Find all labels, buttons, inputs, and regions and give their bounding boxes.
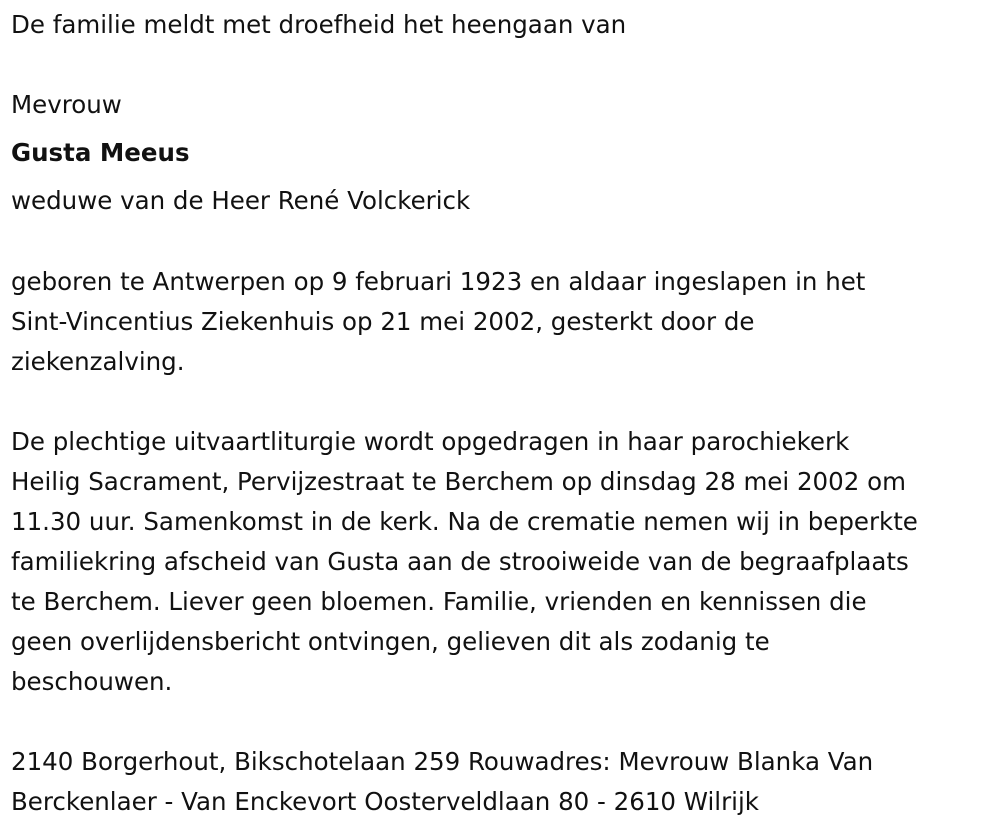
widow-of-line: weduwe van de Heer René Volckerick [11, 186, 471, 215]
paragraph-line: ziekenzalving. [11, 347, 185, 376]
birth-death-paragraph [11, 262, 991, 382]
paragraph-line: Sint-Vincentius Ziekenhuis op 21 mei 2002, gesterkt door de [11, 307, 755, 336]
paragraph-line: beschouwen. [11, 667, 173, 696]
paragraph-line: familiekring afscheid van Gusta aan de strooiweide van de begraafplaats [11, 547, 909, 576]
address-paragraph [11, 742, 991, 822]
paragraph-line: geboren te Antwerpen op 9 februari 1923 en aldaar ingeslapen in het [11, 267, 866, 296]
paragraph-line: Heilig Sacrament, Pervijzestraat te Berchem op dinsdag 28 mei 2002 om [11, 467, 906, 496]
paragraph-line: 11.30 uur. Samenkomst in de kerk. Na de crematie nemen wij in beperkte [11, 507, 918, 536]
honorific-title: Mevrouw [11, 90, 122, 119]
paragraph-line: De plechtige uitvaartliturgie wordt opgedragen in haar parochiekerk [11, 427, 850, 456]
paragraph-line: te Berchem. Liever geen bloemen. Familie, vrienden en kennissen die [11, 587, 867, 616]
deceased-name: Gusta Meeus [11, 138, 190, 167]
funeral-paragraph [11, 422, 991, 702]
intro-line: De familie meldt met droefheid het heengaan van [11, 10, 627, 39]
paragraph-line: 2140 Borgerhout, Bikschotelaan 259 Rouwadres: Mevrouw Blanka Van [11, 747, 874, 776]
paragraph-line: geen overlijdensbericht ontvingen, gelieven dit als zodanig te [11, 627, 770, 656]
paragraph-line: Berckenlaer - Van Enckevort Oosterveldlaan 80 - 2610 Wilrijk [11, 787, 759, 816]
